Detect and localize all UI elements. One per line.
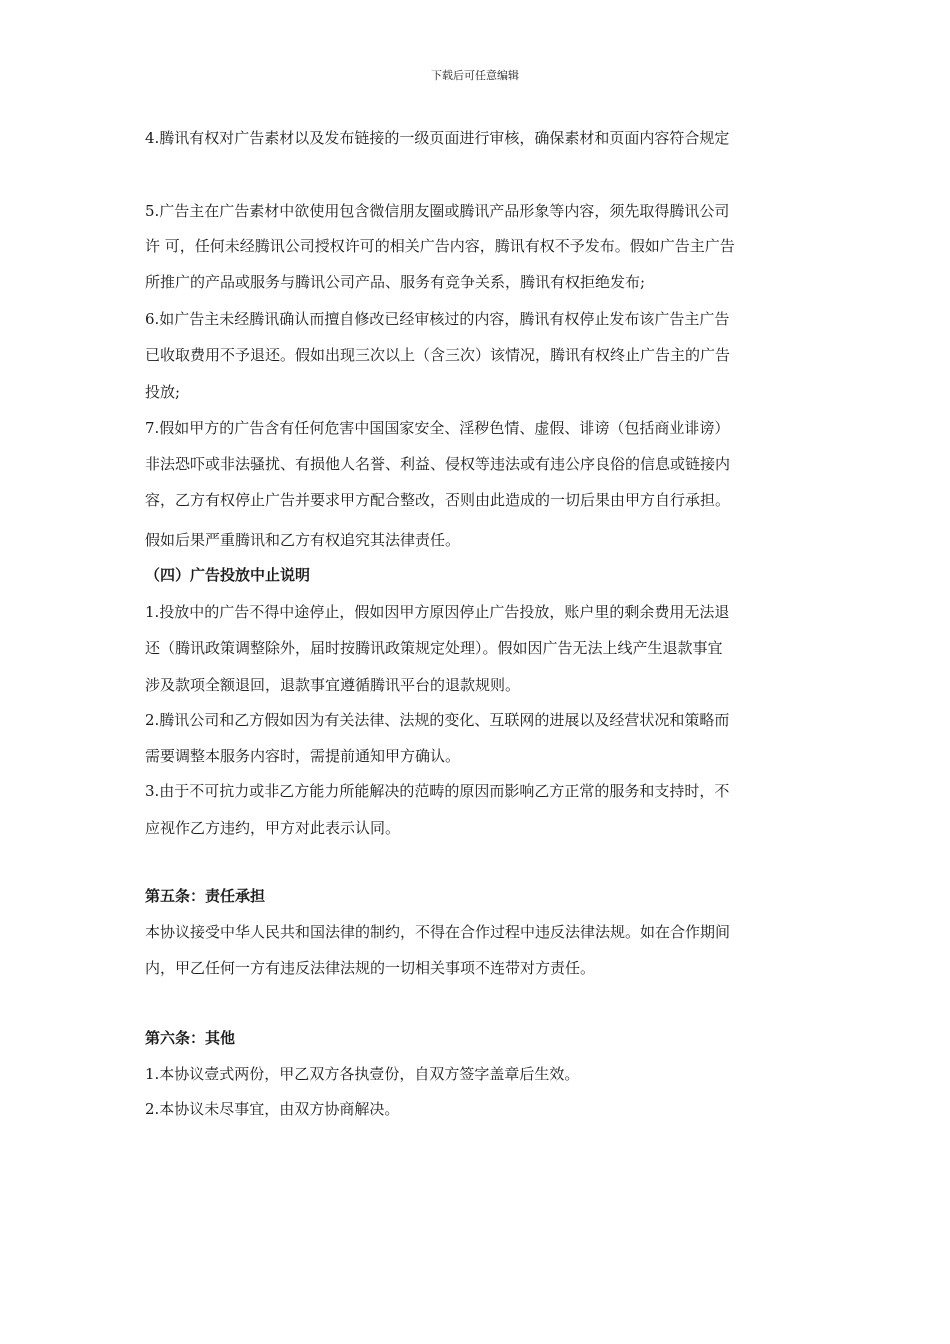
paragraph-line: 许 可，任何未经腾讯公司授权许可的相关广告内容，腾讯有权不予发布。假如广告主广告 (145, 237, 735, 255)
paragraph-line: 涉及款项全额退回，退款事宜遵循腾讯平台的退款规则。 (145, 676, 521, 694)
paragraph-line: 应视作乙方违约，甲方对此表示认同。 (145, 819, 401, 837)
paragraph-line: 6.如广告主未经腾讯确认而擅自修改已经审核过的内容，腾讯有权停止发布该广告主广告 (145, 310, 730, 328)
paragraph-line: 本协议接受中华人民共和国法律的制约，不得在合作过程中违反法律法规。如在合作期间 (145, 923, 731, 941)
paragraph-line: 所推广的产品或服务与腾讯公司产品、服务有竞争关系，腾讯有权拒绝发布; (145, 273, 646, 291)
paragraph-line: 2.本协议未尽事宜，由双方协商解决。 (145, 1100, 400, 1118)
page-header: 下载后可任意编辑 (431, 69, 519, 82)
paragraph-line: 需要调整本服务内容时，需提前通知甲方确认。 (145, 747, 461, 765)
paragraph-line: 投放; (145, 383, 181, 401)
paragraph-line: 1.本协议壹式两份，甲乙双方各执壹份，自双方签字盖章后生效。 (145, 1065, 580, 1083)
article-heading: 第五条：责任承担 (145, 887, 266, 905)
paragraph-line: 5.广告主在广告素材中欲使用包含微信朋友圈或腾讯产品形象等内容，须先取得腾讯公司 (145, 202, 730, 220)
paragraph-line: 2.腾讯公司和乙方假如因为有关法律、法规的变化、互联网的进展以及经营状况和策略而 (145, 711, 730, 729)
paragraph-line: 1.投放中的广告不得中途停止，假如因甲方原因停止广告投放，账户里的剩余费用无法退 (145, 603, 730, 621)
paragraph-line: 4.腾讯有权对广告素材以及发布链接的一级页面进行审核，确保素材和页面内容符合规定 (145, 129, 730, 147)
paragraph-line: 假如后果严重腾讯和乙方有权追究其法律责任。 (145, 531, 461, 549)
paragraph-line: 7.假如甲方的广告含有任何危害中国国家安全、淫秽色情、虚假、诽谤（包括商业诽谤） (145, 419, 730, 437)
paragraph-line: 非法恐吓或非法骚扰、有损他人名誉、利益、侵权等违法或有违公序良俗的信息或链接内 (145, 455, 731, 473)
paragraph-line: 容，乙方有权停止广告并要求甲方配合整改，否则由此造成的一切后果由甲方自行承担。 (145, 491, 731, 509)
paragraph-line: 3.由于不可抗力或非乙方能力所能解决的范畴的原因而影响乙方正常的服务和支持时，不 (145, 782, 730, 800)
paragraph-line: 还（腾讯政策调整除外，届时按腾讯政策规定处理）。假如因广告无法上线产生退款事宜 (145, 639, 723, 657)
paragraph-line: 内，甲乙任何一方有违反法律法规的一切相关事项不连带对方责任。 (145, 959, 596, 977)
section-heading: （四）广告投放中止说明 (145, 566, 311, 584)
paragraph-line: 已收取费用不予退还。假如出现三次以上（含三次）该情况，腾讯有权终止广告主的广告 (145, 346, 731, 364)
article-heading: 第六条：其他 (145, 1029, 236, 1047)
